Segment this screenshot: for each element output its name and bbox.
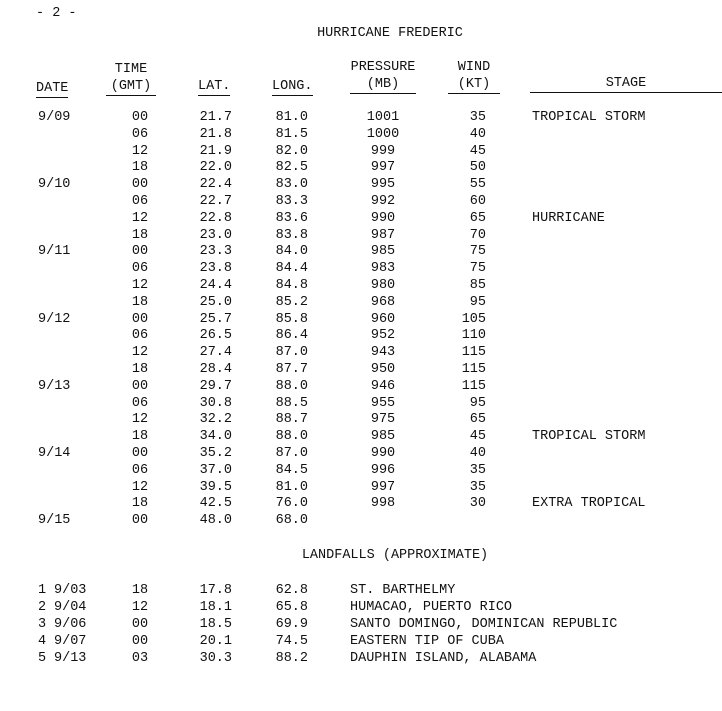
row-wind: 30 [469, 496, 486, 511]
row-wind: 65 [469, 211, 486, 226]
landfall-long: 88.2 [275, 651, 308, 666]
row-date: 9/13 [38, 379, 71, 394]
row-date: 9/09 [38, 110, 71, 125]
landfall-time: 00 [131, 634, 149, 649]
row-long: 84.8 [275, 278, 308, 293]
row-lat: 23.0 [199, 228, 232, 243]
row-lat: 32.2 [199, 412, 232, 427]
row-time: 18 [131, 362, 149, 377]
row-time: 18 [131, 295, 149, 310]
row-long: 82.0 [275, 144, 308, 159]
row-time: 12 [131, 144, 149, 159]
row-wind: 65 [469, 412, 486, 427]
landfall-location: ST. BARTHELMY [350, 583, 456, 598]
row-wind: 35 [469, 463, 486, 478]
row-long: 87.0 [275, 446, 308, 461]
row-pressure: 1001 [366, 110, 400, 125]
row-long: 88.5 [275, 396, 308, 411]
row-stage: HURRICANE [532, 211, 605, 226]
row-time: 12 [131, 480, 149, 495]
landfall-number: 5 [38, 651, 47, 666]
landfall-long: 65.8 [275, 600, 308, 615]
row-time: 06 [131, 261, 149, 276]
landfall-date: 9/13 [54, 651, 87, 666]
landfall-lat: 20.1 [199, 634, 232, 649]
row-date: 9/15 [38, 513, 71, 528]
row-long: 83.3 [275, 194, 308, 209]
row-pressure: 960 [370, 312, 396, 327]
row-time: 06 [131, 396, 149, 411]
page-title: HURRICANE FREDERIC [317, 26, 463, 41]
row-pressure: 995 [370, 177, 396, 192]
landfall-lat: 17.8 [199, 583, 232, 598]
row-lat: 25.0 [199, 295, 232, 310]
row-wind: 115 [461, 362, 486, 377]
row-pressure: 955 [370, 396, 396, 411]
header-date: DATE [36, 81, 69, 96]
row-stage: TROPICAL STORM [532, 429, 646, 444]
row-wind: 70 [469, 228, 486, 243]
row-lat: 28.4 [199, 362, 232, 377]
row-lat: 29.7 [199, 379, 232, 394]
landfall-time: 12 [131, 600, 149, 615]
row-long: 84.4 [275, 261, 308, 276]
row-pressure: 980 [370, 278, 396, 293]
row-long: 86.4 [275, 328, 308, 343]
landfall-number: 2 [38, 600, 47, 615]
row-lat: 21.8 [199, 127, 232, 142]
row-time: 00 [131, 513, 149, 528]
landfall-number: 3 [38, 617, 47, 632]
row-lat: 48.0 [199, 513, 232, 528]
row-time: 18 [131, 496, 149, 511]
landfall-time: 00 [131, 617, 149, 632]
row-wind: 95 [469, 295, 486, 310]
row-time: 06 [131, 328, 149, 343]
row-pressure: 990 [370, 211, 396, 226]
row-pressure: 999 [370, 144, 396, 159]
row-pressure: 987 [370, 228, 396, 243]
header-long: LONG. [272, 79, 313, 94]
landfall-long: 74.5 [275, 634, 308, 649]
landfall-long: 69.9 [275, 617, 308, 632]
header-time-bottom: (GMT) [106, 79, 156, 96]
row-wind: 55 [469, 177, 486, 192]
header-time-top: TIME [114, 62, 148, 77]
row-wind: 45 [469, 144, 486, 159]
row-pressure: 968 [370, 295, 396, 310]
landfall-date: 9/07 [54, 634, 87, 649]
landfall-date: 9/03 [54, 583, 87, 598]
row-long: 83.0 [275, 177, 308, 192]
row-time: 12 [131, 345, 149, 360]
row-pressure: 997 [370, 480, 396, 495]
row-time: 12 [131, 278, 149, 293]
row-lat: 22.7 [199, 194, 232, 209]
row-lat: 25.7 [199, 312, 232, 327]
header-lat: LAT. [198, 79, 231, 94]
row-lat: 27.4 [199, 345, 232, 360]
row-wind: 110 [461, 328, 486, 343]
row-long: 83.6 [275, 211, 308, 226]
row-lat: 23.8 [199, 261, 232, 276]
landfall-location: EASTERN TIP OF CUBA [350, 634, 504, 649]
landfall-lat: 18.5 [199, 617, 232, 632]
row-long: 84.5 [275, 463, 308, 478]
row-time: 00 [131, 244, 149, 259]
header-wind-top: WIND [457, 60, 491, 75]
row-lat: 21.7 [199, 110, 232, 125]
row-pressure: 985 [370, 429, 396, 444]
landfall-lat: 18.1 [199, 600, 232, 615]
row-date: 9/11 [38, 244, 71, 259]
row-long: 87.7 [275, 362, 308, 377]
row-pressure: 985 [370, 244, 396, 259]
row-pressure: 975 [370, 412, 396, 427]
row-pressure: 996 [370, 463, 396, 478]
row-wind: 105 [461, 312, 486, 327]
row-time: 18 [131, 160, 149, 175]
row-lat: 21.9 [199, 144, 232, 159]
row-time: 18 [131, 429, 149, 444]
row-wind: 35 [469, 110, 486, 125]
landfall-long: 62.8 [275, 583, 308, 598]
landfall-location: HUMACAO, PUERTO RICO [350, 600, 513, 615]
row-long: 88.0 [275, 379, 308, 394]
row-time: 00 [131, 110, 149, 125]
landfall-time: 18 [131, 583, 149, 598]
row-stage: EXTRA TROPICAL [532, 496, 646, 511]
row-long: 81.0 [275, 110, 308, 125]
row-long: 84.0 [275, 244, 308, 259]
row-pressure: 983 [370, 261, 396, 276]
row-lat: 23.3 [199, 244, 232, 259]
row-lat: 37.0 [199, 463, 232, 478]
row-pressure: 952 [370, 328, 396, 343]
header-stage: STAGE [530, 76, 722, 93]
landfall-lat: 30.3 [199, 651, 232, 666]
row-time: 00 [131, 312, 149, 327]
row-time: 06 [131, 127, 149, 142]
row-time: 12 [131, 412, 149, 427]
row-wind: 35 [469, 480, 486, 495]
row-long: 81.0 [275, 480, 308, 495]
row-pressure: 946 [370, 379, 396, 394]
row-pressure: 992 [370, 194, 396, 209]
row-time: 00 [131, 379, 149, 394]
row-lat: 35.2 [199, 446, 232, 461]
row-long: 88.7 [275, 412, 308, 427]
row-long: 85.2 [275, 295, 308, 310]
landfall-date: 9/06 [54, 617, 87, 632]
row-long: 88.0 [275, 429, 308, 444]
row-long: 87.0 [275, 345, 308, 360]
row-wind: 115 [461, 345, 486, 360]
row-pressure: 990 [370, 446, 396, 461]
header-wind-bottom: (KT) [448, 77, 500, 94]
row-wind: 85 [469, 278, 486, 293]
row-lat: 22.4 [199, 177, 232, 192]
landfall-location: SANTO DOMINGO, DOMINICAN REPUBLIC [350, 617, 618, 632]
row-time: 06 [131, 463, 149, 478]
row-wind: 40 [469, 127, 486, 142]
row-wind: 75 [469, 261, 486, 276]
row-date: 9/14 [38, 446, 71, 461]
row-time: 18 [131, 228, 149, 243]
row-date: 9/10 [38, 177, 71, 192]
landfall-time: 03 [131, 651, 149, 666]
landfall-number: 1 [38, 583, 47, 598]
row-lat: 34.0 [199, 429, 232, 444]
row-pressure: 1000 [366, 127, 400, 142]
row-long: 76.0 [275, 496, 308, 511]
row-stage: TROPICAL STORM [532, 110, 646, 125]
row-pressure: 997 [370, 160, 396, 175]
header-pressure-bottom: (MB) [350, 77, 416, 94]
row-pressure: 943 [370, 345, 396, 360]
row-lat: 22.0 [199, 160, 232, 175]
header-pressure-top: PRESSURE [350, 60, 416, 75]
landfalls-title: LANDFALLS (APPROXIMATE) [301, 548, 489, 563]
row-time: 00 [131, 177, 149, 192]
landfall-number: 4 [38, 634, 47, 649]
row-long: 85.8 [275, 312, 308, 327]
row-long: 81.5 [275, 127, 308, 142]
row-wind: 115 [461, 379, 486, 394]
row-wind: 40 [469, 446, 486, 461]
row-long: 83.8 [275, 228, 308, 243]
row-lat: 26.5 [199, 328, 232, 343]
row-lat: 30.8 [199, 396, 232, 411]
row-pressure: 998 [370, 496, 396, 511]
row-long: 82.5 [275, 160, 308, 175]
row-lat: 24.4 [199, 278, 232, 293]
row-lat: 42.5 [199, 496, 232, 511]
row-lat: 22.8 [199, 211, 232, 226]
row-time: 12 [131, 211, 149, 226]
row-wind: 45 [469, 429, 486, 444]
landfall-location: DAUPHIN ISLAND, ALABAMA [350, 651, 537, 666]
row-wind: 60 [469, 194, 486, 209]
row-time: 06 [131, 194, 149, 209]
page-number: - 2 - [36, 6, 77, 21]
landfall-date: 9/04 [54, 600, 87, 615]
row-pressure: 950 [370, 362, 396, 377]
row-wind: 95 [469, 396, 486, 411]
row-wind: 50 [469, 160, 486, 175]
row-long: 68.0 [275, 513, 308, 528]
row-time: 00 [131, 446, 149, 461]
row-date: 9/12 [38, 312, 71, 327]
row-wind: 75 [469, 244, 486, 259]
row-lat: 39.5 [199, 480, 232, 495]
